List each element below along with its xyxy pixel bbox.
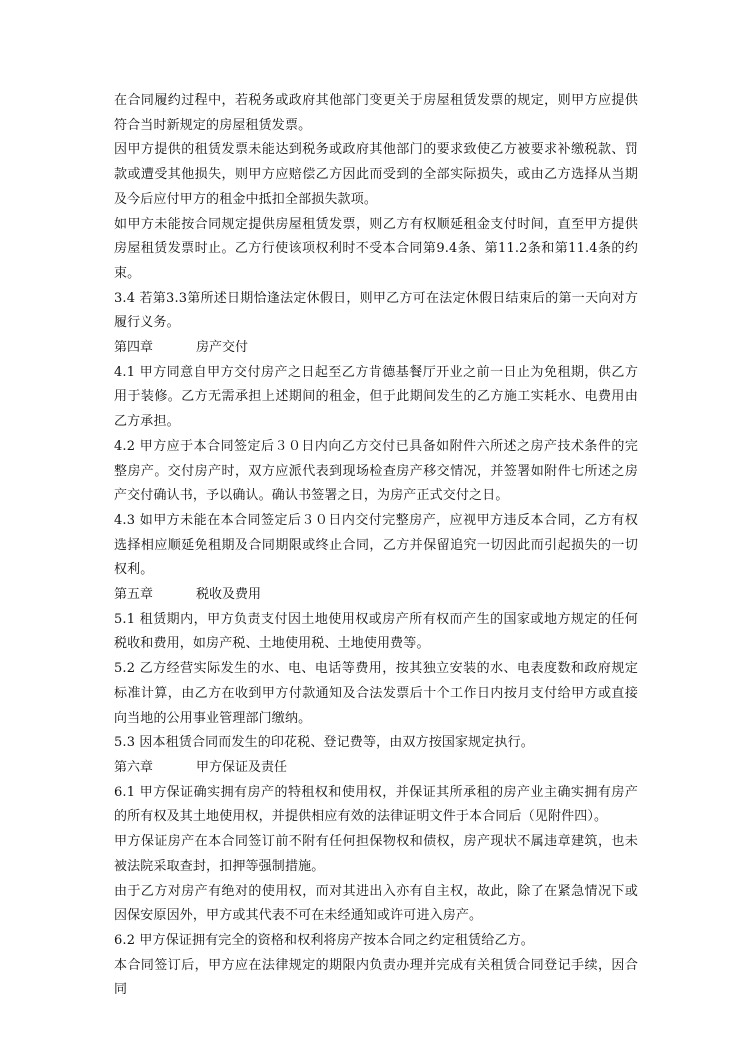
chapter-6-title: 甲方保证及责任 — [196, 759, 288, 775]
paragraph-rent-deferral: 如甲方未能按合同规定提供房屋租赁发票，则乙方有权顺延租金支付时间，直至甲方提供房屋租赁发票时止。乙方行使该项权利时不受本合同第9.4条、第11.2条和第11.4条的约束。 — [114, 216, 638, 281]
chapter-5-heading — [114, 583, 638, 608]
chapter-4-heading — [114, 336, 638, 361]
paragraph-invoice-rule-change: 在合同履约过程中，若税务或政府其他部门变更关于房屋租赁发票的规定，则甲方应提供符合当时新规定的房屋租赁发票。 — [114, 93, 638, 133]
document-body — [114, 89, 638, 1003]
chapter-5-title: 税收及费用 — [196, 587, 262, 603]
clause-4-1: 4.1 甲方同意自甲方交付房产之日起至乙方肯德基餐厅开业之前一日止为免租期，供乙方用于装修。乙方无需承担上述期间的租金，但于此期间发生的乙方施工实耗水、电费用由乙方承担。 — [114, 364, 638, 430]
chapter-4-number: 第四章 — [114, 340, 154, 356]
paragraph-registration: 本合同签订后，甲方应在法律规定的期限内负责办理并完成有关租赁合同登记手续，因合同 — [114, 957, 638, 998]
paragraph-access-rights: 由于乙方对房产有绝对的使用权，而对其进出入亦有自主权，故此，除了在紧急情况下或因保安原因外，甲方或其代表不可在未经通知或许可进入房产。 — [114, 883, 638, 924]
clause-5-1: 5.1 租赁期内，甲方负责支付因土地使用权或房产所有权而产生的国家或地方规定的任何税收和费用，如房产税、土地使用税、土地使用费等。 — [114, 611, 638, 652]
clause-6-2: 6.2 甲方保证拥有完全的资格和权利将房产按本合同之约定租赁给乙方。 — [114, 932, 534, 948]
clause-3-4: 3.4 若第3.3第所述日期恰逢法定休假日，则甲乙方可在法定休假日结束后的第一天向对方履行义务。 — [114, 290, 638, 331]
chapter-5-number: 第五章 — [114, 587, 154, 603]
chapter-6-heading — [114, 756, 638, 781]
paragraph-invoice-compensation: 因甲方提供的租赁发票未能达到税务或政府其他部门的要求致使乙方被要求补缴税款、罚款或遭受其他损失，则甲方应赔偿乙方因此而受到的全部实际损失，或由乙方选择从当期及今后应付甲方的租金中抵扣全部损失款项。 — [114, 142, 638, 207]
clause-5-3: 5.3 因本租赁合同而发生的印花税、登记费等，由双方按国家规定执行。 — [114, 735, 534, 751]
paragraph-no-encumbrance: 甲方保证房产在本合同签订前不附有任何担保物权和债权，房产现状不属违章建筑，也未被法院采取查封，扣押等强制措施。 — [114, 834, 638, 874]
clause-4-2: 4.2 甲方应于本合同签定后３０日内向乙方交付已具备如附件六所述之房产技术条件的完整房产。交付房产时，双方应派代表到现场检查房产移交情况，并签署如附件七所述之房产交付确认书，予以确认。确认书签署之日，为房产正式交付之日。 — [114, 438, 638, 504]
clause-5-2: 5.2 乙方经营实际发生的水、电、电话等费用，按其独立安装的水、电表度数和政府规定标准计算，由乙方在收到甲方付款通知及合法发票后十个工作日内按月支付给甲方或直接向当地的公用事业管理部门缴纳。 — [114, 661, 638, 726]
chapter-4-title: 房产交付 — [196, 340, 249, 356]
chapter-6-number: 第六章 — [114, 759, 154, 775]
clause-4-3: 4.3 如甲方未能在本合同签定后３０日内交付完整房产，应视甲方违反本合同，乙方有权选择相应顺延免租期及合同期限或终止合同，乙方并保留追究一切因此而引起损失的一切权利。 — [114, 512, 638, 578]
clause-6-1: 6.1 甲方保证确实拥有房产的特租权和使用权，并保证其所承租的房产业主确实拥有房产的所有权及其土地使用权，并提供相应有效的法律证明文件于本合同后（见附件四）。 — [114, 784, 638, 825]
